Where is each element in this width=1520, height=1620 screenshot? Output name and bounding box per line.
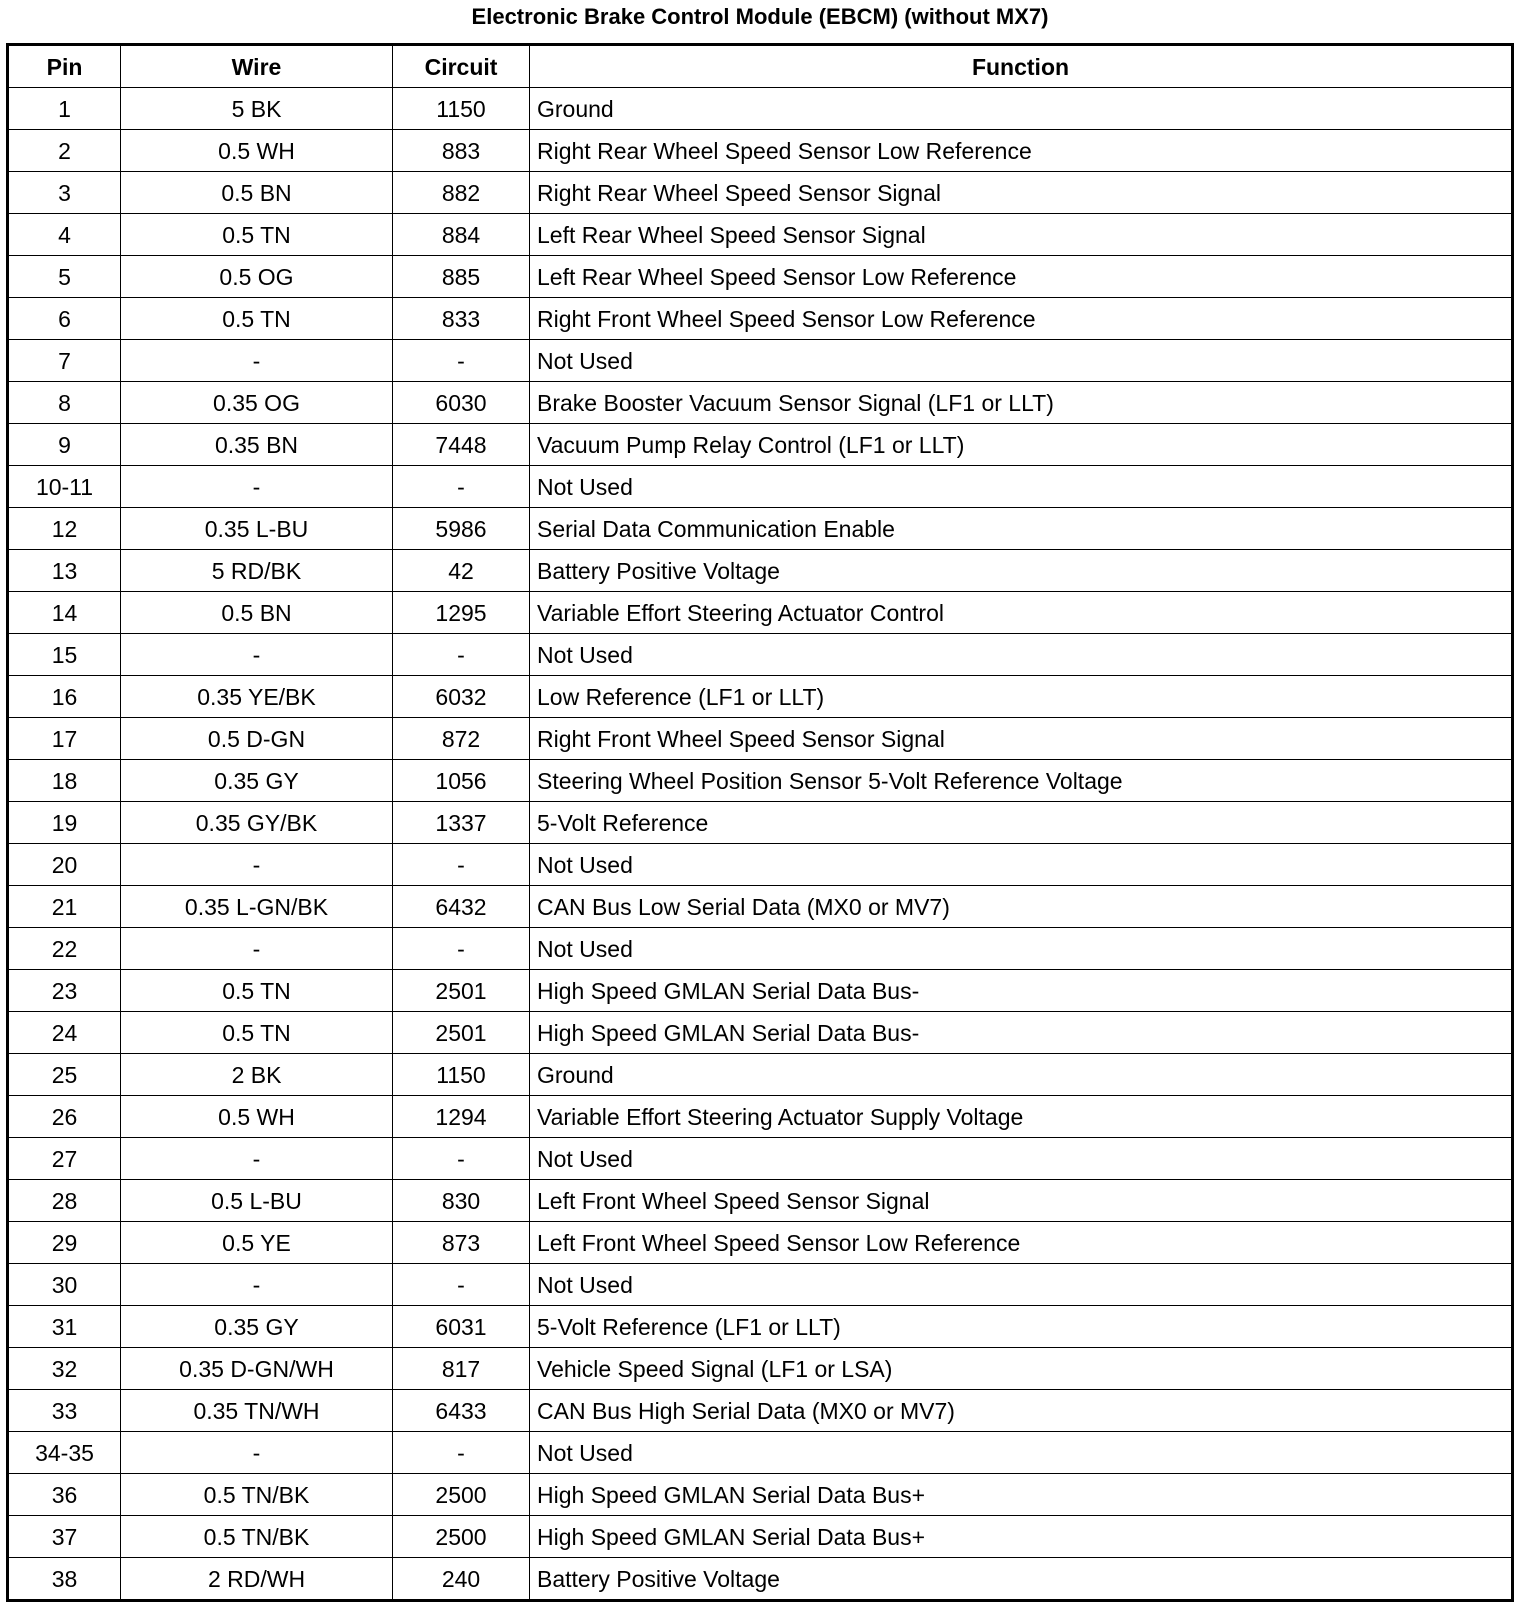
table-row (8, 466, 1513, 508)
function-cell: Left Front Wheel Speed Sensor Low Reference (530, 1222, 1513, 1264)
table-row (8, 1054, 1513, 1096)
circuit-cell: - (393, 340, 530, 382)
function-cell: Ground (530, 88, 1513, 130)
circuit-cell: 1295 (393, 592, 530, 634)
function-cell: Left Front Wheel Speed Sensor Signal (530, 1180, 1513, 1222)
pin-cell: 16 (8, 676, 121, 718)
table-row (8, 676, 1513, 718)
function-cell: Not Used (530, 634, 1513, 676)
function-cell: Right Front Wheel Speed Sensor Low Reference (530, 298, 1513, 340)
table-row (8, 88, 1513, 130)
function-cell: Right Rear Wheel Speed Sensor Signal (530, 172, 1513, 214)
table-body (8, 88, 1513, 1601)
circuit-cell: 817 (393, 1348, 530, 1390)
circuit-cell: 6030 (393, 382, 530, 424)
function-cell: Brake Booster Vacuum Sensor Signal (LF1 or LLT) (530, 382, 1513, 424)
circuit-cell: 2500 (393, 1516, 530, 1558)
wire-cell: - (121, 1138, 393, 1180)
pin-cell: 2 (8, 130, 121, 172)
function-cell: Not Used (530, 928, 1513, 970)
circuit-cell: 830 (393, 1180, 530, 1222)
circuit-cell: - (393, 1138, 530, 1180)
circuit-cell: 7448 (393, 424, 530, 466)
pin-cell: 38 (8, 1558, 121, 1601)
function-cell: Ground (530, 1054, 1513, 1096)
function-cell: Low Reference (LF1 or LLT) (530, 676, 1513, 718)
connector-pinout-table (6, 43, 1514, 1602)
table-title: Electronic Brake Control Module (EBCM) (without MX7) (471, 4, 1049, 29)
function-cell: High Speed GMLAN Serial Data Bus+ (530, 1474, 1513, 1516)
circuit-cell: 1337 (393, 802, 530, 844)
wire-cell: 0.5 OG (121, 256, 393, 298)
wire-cell: 0.5 BN (121, 592, 393, 634)
wire-cell: 0.35 YE/BK (121, 676, 393, 718)
function-cell: Right Rear Wheel Speed Sensor Low Reference (530, 130, 1513, 172)
pin-cell: 18 (8, 760, 121, 802)
function-cell: Vehicle Speed Signal (LF1 or LSA) (530, 1348, 1513, 1390)
circuit-cell: - (393, 928, 530, 970)
pin-cell: 4 (8, 214, 121, 256)
function-cell: Left Rear Wheel Speed Sensor Signal (530, 214, 1513, 256)
table-row (8, 1306, 1513, 1348)
wire-cell: 2 RD/WH (121, 1558, 393, 1601)
wire-cell: 0.5 TN/BK (121, 1516, 393, 1558)
wire-cell: 0.35 D-GN/WH (121, 1348, 393, 1390)
function-cell: Not Used (530, 1138, 1513, 1180)
pin-cell: 31 (8, 1306, 121, 1348)
pin-cell: 5 (8, 256, 121, 298)
wire-cell: 0.35 OG (121, 382, 393, 424)
pin-cell: 30 (8, 1264, 121, 1306)
table-row (8, 172, 1513, 214)
wire-cell: - (121, 1264, 393, 1306)
circuit-cell: 6432 (393, 886, 530, 928)
circuit-cell: - (393, 466, 530, 508)
pin-cell: 22 (8, 928, 121, 970)
table-row (8, 424, 1513, 466)
pin-cell: 7 (8, 340, 121, 382)
wire-cell: 0.5 YE (121, 1222, 393, 1264)
header-circuit: Circuit (393, 45, 530, 88)
function-cell: High Speed GMLAN Serial Data Bus+ (530, 1516, 1513, 1558)
table-row (8, 634, 1513, 676)
table-row (8, 550, 1513, 592)
circuit-cell: 885 (393, 256, 530, 298)
pin-cell: 9 (8, 424, 121, 466)
pin-cell: 19 (8, 802, 121, 844)
circuit-cell: - (393, 1264, 530, 1306)
pin-cell: 15 (8, 634, 121, 676)
function-cell: Steering Wheel Position Sensor 5-Volt Reference Voltage (530, 760, 1513, 802)
pin-cell: 37 (8, 1516, 121, 1558)
pin-cell: 20 (8, 844, 121, 886)
pin-cell: 28 (8, 1180, 121, 1222)
pin-cell: 23 (8, 970, 121, 1012)
function-cell: Not Used (530, 1264, 1513, 1306)
wire-cell: 0.5 TN (121, 970, 393, 1012)
table-row (8, 256, 1513, 298)
circuit-cell: 833 (393, 298, 530, 340)
table-row (8, 1222, 1513, 1264)
function-cell: Battery Positive Voltage (530, 1558, 1513, 1601)
table-row (8, 130, 1513, 172)
wire-cell: 0.5 BN (121, 172, 393, 214)
function-cell: High Speed GMLAN Serial Data Bus- (530, 1012, 1513, 1054)
wire-cell: 2 BK (121, 1054, 393, 1096)
function-cell: High Speed GMLAN Serial Data Bus- (530, 970, 1513, 1012)
circuit-cell: 2500 (393, 1474, 530, 1516)
table-row (8, 886, 1513, 928)
function-cell: Serial Data Communication Enable (530, 508, 1513, 550)
wire-cell: 0.35 L-GN/BK (121, 886, 393, 928)
circuit-cell: 884 (393, 214, 530, 256)
circuit-cell: 2501 (393, 970, 530, 1012)
function-cell: Right Front Wheel Speed Sensor Signal (530, 718, 1513, 760)
pin-cell: 17 (8, 718, 121, 760)
table-row (8, 1474, 1513, 1516)
table-row (8, 298, 1513, 340)
wire-cell: 0.35 L-BU (121, 508, 393, 550)
wire-cell: 0.5 TN (121, 214, 393, 256)
table-row (8, 1516, 1513, 1558)
pin-cell: 10-11 (8, 466, 121, 508)
wire-cell: 0.5 TN (121, 298, 393, 340)
table-row (8, 1264, 1513, 1306)
circuit-cell: 1056 (393, 760, 530, 802)
table-row (8, 508, 1513, 550)
pin-cell: 8 (8, 382, 121, 424)
circuit-cell: 873 (393, 1222, 530, 1264)
circuit-cell: 872 (393, 718, 530, 760)
header-row (8, 45, 1513, 88)
pin-cell: 32 (8, 1348, 121, 1390)
table-row (8, 214, 1513, 256)
circuit-cell: - (393, 634, 530, 676)
circuit-cell: 883 (393, 130, 530, 172)
function-cell: Battery Positive Voltage (530, 550, 1513, 592)
wire-cell: - (121, 340, 393, 382)
wire-cell: - (121, 928, 393, 970)
wire-cell: - (121, 634, 393, 676)
wire-cell: 0.35 GY (121, 760, 393, 802)
wire-cell: - (121, 1432, 393, 1474)
pin-cell: 21 (8, 886, 121, 928)
circuit-cell: - (393, 844, 530, 886)
table-row (8, 970, 1513, 1012)
table-row (8, 1138, 1513, 1180)
wire-cell: 0.35 GY/BK (121, 802, 393, 844)
pin-cell: 13 (8, 550, 121, 592)
pin-cell: 33 (8, 1390, 121, 1432)
table-row (8, 382, 1513, 424)
pin-cell: 24 (8, 1012, 121, 1054)
wire-cell: - (121, 466, 393, 508)
wire-cell: 0.5 WH (121, 130, 393, 172)
pin-cell: 1 (8, 88, 121, 130)
circuit-cell: - (393, 1432, 530, 1474)
wire-cell: - (121, 844, 393, 886)
table-row (8, 928, 1513, 970)
table-row (8, 1432, 1513, 1474)
table-row (8, 760, 1513, 802)
pin-cell: 12 (8, 508, 121, 550)
circuit-cell: 42 (393, 550, 530, 592)
circuit-cell: 882 (393, 172, 530, 214)
circuit-cell: 5986 (393, 508, 530, 550)
wire-cell: 5 RD/BK (121, 550, 393, 592)
pin-cell: 6 (8, 298, 121, 340)
function-cell: 5-Volt Reference (530, 802, 1513, 844)
circuit-cell: 6032 (393, 676, 530, 718)
table-row (8, 718, 1513, 760)
wire-cell: 5 BK (121, 88, 393, 130)
wire-cell: 0.5 D-GN (121, 718, 393, 760)
table-row (8, 1096, 1513, 1138)
function-cell: Vacuum Pump Relay Control (LF1 or LLT) (530, 424, 1513, 466)
wire-cell: 0.35 TN/WH (121, 1390, 393, 1432)
wire-cell: 0.35 GY (121, 1306, 393, 1348)
pin-cell: 25 (8, 1054, 121, 1096)
circuit-cell: 6433 (393, 1390, 530, 1432)
function-cell: Not Used (530, 340, 1513, 382)
table-row (8, 1558, 1513, 1601)
pin-cell: 36 (8, 1474, 121, 1516)
function-cell: Variable Effort Steering Actuator Supply Voltage (530, 1096, 1513, 1138)
wire-cell: 0.35 BN (121, 424, 393, 466)
table-row (8, 844, 1513, 886)
function-cell: Not Used (530, 844, 1513, 886)
wire-cell: 0.5 WH (121, 1096, 393, 1138)
header-function: Function (530, 45, 1513, 88)
pin-cell: 27 (8, 1138, 121, 1180)
wire-cell: 0.5 L-BU (121, 1180, 393, 1222)
function-cell: Left Rear Wheel Speed Sensor Low Reference (530, 256, 1513, 298)
pin-cell: 3 (8, 172, 121, 214)
pin-cell: 26 (8, 1096, 121, 1138)
circuit-cell: 1150 (393, 1054, 530, 1096)
function-cell: CAN Bus Low Serial Data (MX0 or MV7) (530, 886, 1513, 928)
function-cell: Not Used (530, 1432, 1513, 1474)
circuit-cell: 1294 (393, 1096, 530, 1138)
table-row (8, 592, 1513, 634)
pin-cell: 14 (8, 592, 121, 634)
circuit-cell: 2501 (393, 1012, 530, 1054)
function-cell: Variable Effort Steering Actuator Control (530, 592, 1513, 634)
header-pin: Pin (8, 45, 121, 88)
table-row (8, 1012, 1513, 1054)
function-cell: CAN Bus High Serial Data (MX0 or MV7) (530, 1390, 1513, 1432)
circuit-cell: 240 (393, 1558, 530, 1601)
table-row (8, 1180, 1513, 1222)
function-cell: Not Used (530, 466, 1513, 508)
pin-cell: 34-35 (8, 1432, 121, 1474)
table-row (8, 1390, 1513, 1432)
table-row (8, 340, 1513, 382)
wire-cell: 0.5 TN (121, 1012, 393, 1054)
circuit-cell: 6031 (393, 1306, 530, 1348)
wire-cell: 0.5 TN/BK (121, 1474, 393, 1516)
table-row (8, 1348, 1513, 1390)
table-row (8, 802, 1513, 844)
pin-cell: 29 (8, 1222, 121, 1264)
header-wire: Wire (121, 45, 393, 88)
function-cell: 5-Volt Reference (LF1 or LLT) (530, 1306, 1513, 1348)
circuit-cell: 1150 (393, 88, 530, 130)
